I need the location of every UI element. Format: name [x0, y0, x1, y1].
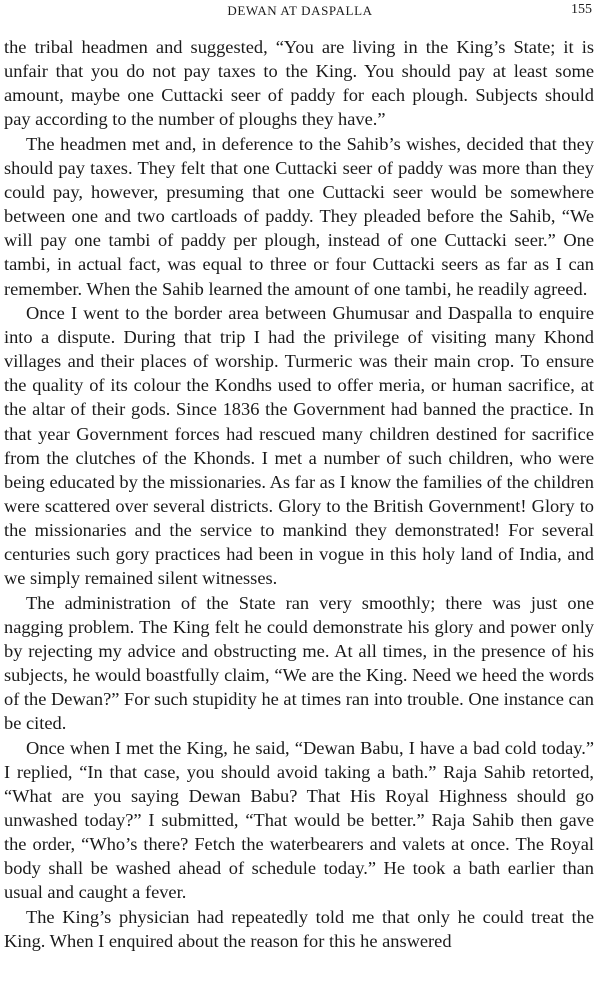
- paragraph: Once when I met the King, he said, “Dewan Babu, I have a bad cold today.” I replied, “In that case, you should avoid taking a bath.” Raja Sahib retorted, “What are you saying Dewan Babu? That His Royal Highness should go unwashed today?” I submitted, “That would be better.” Raja Sahib then gave the order, “Who’s there? Fetch the waterbearers and valets at once. The Royal body shall be washed ahead of schedule today.” He took a bath earlier than usual and caught a fever.: [4, 737, 594, 903]
- running-title: DEWAN AT DASPALLA: [227, 3, 373, 18]
- body-text: [4, 35, 594, 953]
- paragraph: The administration of the State ran very smoothly; there was just one nagging problem. The King felt he could demonstrate his glory and power only by rejecting my advice and obstructing me. At all times, in the presence of his subjects, he would boastfully claim, “We are the King. Need we heed the words of the Dewan?” For such stupidity he at times ran into trouble. One instance can be cited.: [4, 592, 594, 734]
- running-head: [6, 0, 594, 22]
- paragraph-continued: the tribal headmen and suggested, “You are living in the King’s State; it is unfair that you do not pay taxes to the King. You should pay at least some amount, maybe one Cuttacki seer of paddy for each plough. Subjects should pay according to the number of ploughs they have.”: [4, 37, 594, 130]
- paragraph: The headmen met and, in deference to the Sahib’s wishes, decided that they should pay taxes. They felt that one Cuttacki seer of paddy was more than they could pay, however, presuming that one Cuttacki seer would be somewhere between one and two cartloads of paddy. They pleaded before the Sahib, “We will pay one tambi of paddy per plough, instead of one Cuttacki seer.” One tambi, in actual fact, was equal to three or four Cuttacki seers as far as I can remember. When the Sahib learned the amount of one tambi, he readily agreed.: [4, 133, 594, 299]
- paragraph: The King’s physician had repeatedly told me that only he could treat the King. When I enquired about the reason for this he answered: [4, 906, 594, 951]
- paragraph: Once I went to the border area between Ghumusar and Daspalla to enquire into a dispute. During that trip I had the privilege of visiting many Khond villages and their places of worship. Turmeric was their main crop. To ensure the quality of its colour the Kondhs used to offer meria, or human sacrifice, at the altar of their gods. Since 1836 the Government had banned the practice. In that year Government forces had rescued many children destined for sacrifice from the clutches of the Khonds. I met a number of such children, who were being educated by the missionaries. As far as I know the families of the children were scattered over several districts. Glory to the British Government! Glory to the missionaries and the service to mankind they demonstrated! For several centuries such gory practices had been in vogue in this holy land of India, and we simply remained silent witnesses.: [4, 302, 594, 589]
- page-number: 155: [571, 2, 592, 17]
